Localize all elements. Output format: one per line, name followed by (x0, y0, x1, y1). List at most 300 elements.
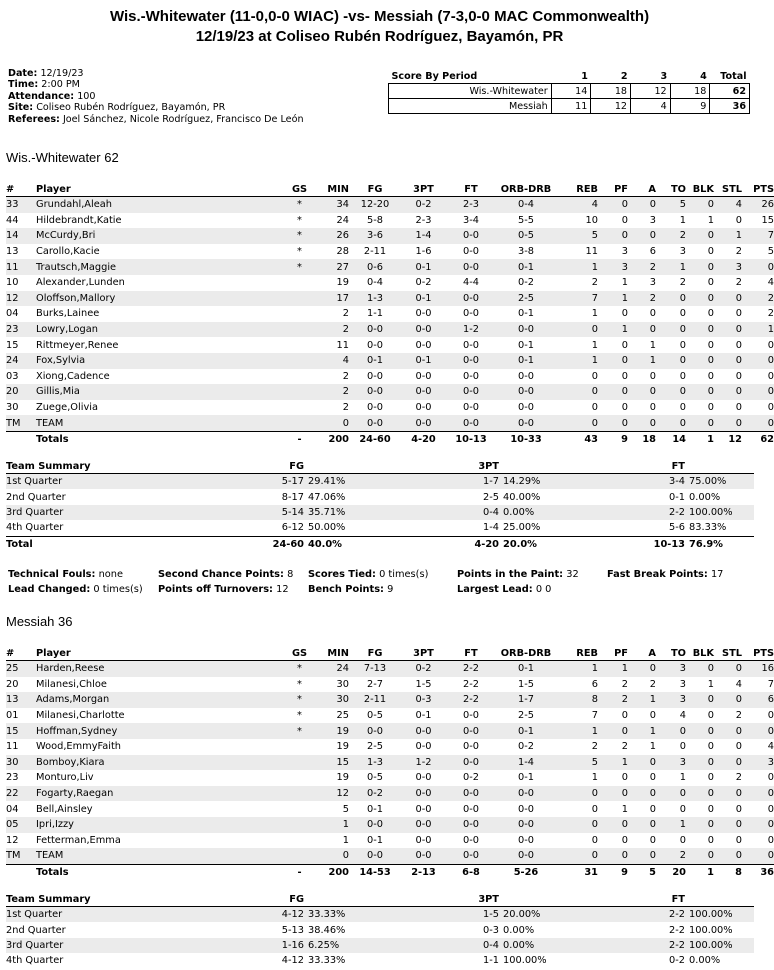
cell-blk: 0 (707, 402, 714, 414)
cell-reb: 10 (585, 214, 598, 226)
col-header-ft: FT (446, 647, 496, 661)
cell-player: Alexander,Lunden (36, 277, 125, 289)
summary-fg-pct: 29.41% (304, 474, 439, 490)
cell-jersey: TM (6, 415, 36, 431)
cell-blk: 0 (686, 291, 714, 307)
cell-jersey: 15 (6, 339, 19, 351)
cell-gs (282, 400, 317, 416)
cell-player: Zuege,Olivia (36, 402, 98, 414)
cell-a: 2 (628, 259, 656, 275)
cell-fg: 2-5 (366, 741, 383, 753)
sbp-header-total: Total (710, 69, 750, 84)
cell-min: 17 (317, 291, 349, 307)
cell-player: Oloffson,Mallory (36, 291, 282, 307)
col-header-orb-drb: ORB-DRB (496, 183, 556, 197)
summary-fg-pct: 6.25% (304, 938, 439, 953)
cell-stl: 0 (735, 834, 742, 846)
cell-jersey: 44 (6, 214, 19, 226)
cell-a: 0 (649, 772, 656, 784)
summary-ft-pct: 100.00% (685, 505, 754, 520)
cell-stl: 0 (714, 661, 742, 677)
cell-pts: 16 (742, 661, 774, 677)
cell-gs (282, 786, 317, 802)
game-info-line (8, 68, 304, 79)
cell-stl: 0 (714, 415, 742, 431)
cell-jersey: 33 (6, 197, 36, 213)
cell-reb: 7 (556, 291, 598, 307)
cell-gs: * (282, 197, 317, 213)
cell-a: 0 (649, 308, 656, 320)
points-off-turnovers: Points off Turnovers: 12 (158, 584, 289, 595)
cell-jersey: 14 (6, 228, 36, 244)
summary-row (6, 474, 754, 490)
cell-reb: 1 (556, 661, 598, 677)
cell-jersey: 15 (6, 723, 36, 739)
player-row (6, 322, 774, 338)
cell-pf: 1 (598, 661, 628, 677)
cell-pf: 2 (598, 692, 628, 708)
cell-pts: 0 (767, 402, 774, 414)
cell-min: 26 (317, 228, 349, 244)
summary-fg-pct: 50.00% (308, 522, 346, 534)
cell-a: 0 (628, 817, 656, 833)
cell-pf: 0 (621, 308, 628, 320)
game-info-line (8, 114, 304, 125)
summary-total-period: Total (6, 536, 236, 552)
cell-pf: 1 (621, 277, 628, 289)
cell-fg: 0-1 (366, 834, 383, 846)
total-player: Totals (36, 431, 282, 447)
cell-pf: 0 (598, 197, 628, 213)
cell-ft: 0-0 (462, 402, 479, 414)
cell-player: Milanesi,Chloe (36, 678, 107, 690)
cell-orb-drb: 0-0 (496, 786, 556, 802)
summary-fg-made: 5-17 (236, 474, 304, 490)
summary-header-row (6, 460, 754, 474)
summary-header-row (6, 893, 754, 907)
cell-stl: 0 (735, 402, 742, 414)
cell-min: 19 (317, 723, 349, 739)
summary-ft-made: 0-2 (668, 955, 685, 967)
cell-blk: 0 (707, 277, 714, 289)
cell-pf: 1 (598, 322, 628, 338)
game-info-value: 2:00 PM (41, 79, 80, 91)
cell-ft: 0-0 (462, 246, 479, 258)
col-header-gs: GS (282, 183, 317, 197)
summary-ft-made: 2-2 (668, 924, 685, 936)
summary-ft-pct: 0.00% (689, 955, 721, 967)
summary-row (6, 505, 754, 520)
cell-player: Milanesi,Charlotte (36, 710, 125, 722)
cell-jersey: 30 (6, 402, 19, 414)
cell-fg: 7-13 (349, 661, 401, 677)
total-player: Totals (36, 864, 282, 880)
cell-blk: 0 (707, 339, 714, 351)
col-header-a: A (628, 647, 656, 661)
summary-fg-pct: 38.46% (308, 924, 346, 936)
summary-fg-pct: 33.33% (308, 955, 346, 967)
cell-fg: 0-0 (349, 384, 401, 400)
cell-stl: 2 (735, 277, 742, 289)
cell-a: 1 (649, 339, 656, 351)
cell-gs (282, 415, 317, 431)
cell-ft: 0-0 (446, 228, 496, 244)
summary-ft-pct: 100.00% (689, 924, 733, 936)
cell-a: 0 (628, 322, 656, 338)
sbp-score: 18 (591, 84, 631, 99)
cell-to: 0 (656, 384, 686, 400)
cell-a: 0 (628, 848, 656, 864)
cell-min: 0 (317, 848, 349, 864)
cell-a: 0 (628, 384, 656, 400)
cell-pts: 3 (742, 755, 774, 771)
cell-to: 4 (679, 710, 686, 722)
cell-3pt: 1-5 (415, 678, 432, 690)
total-jersey (6, 431, 36, 447)
cell-pts: 6 (742, 692, 774, 708)
player-row (6, 384, 774, 400)
cell-jersey: 05 (6, 817, 36, 833)
cell-to: 0 (679, 308, 686, 320)
cell-orb-drb: 1-7 (496, 692, 556, 708)
col-header-ft: FT (446, 183, 496, 197)
cell-reb: 0 (556, 415, 598, 431)
cell-a: 0 (649, 834, 656, 846)
cell-player: Fogarty,Raegan (36, 786, 282, 802)
cell-ft: 0-0 (462, 370, 479, 382)
cell-pf: 1 (598, 291, 628, 307)
cell-a: 6 (649, 246, 656, 258)
cell-player: Monturo,Liv (36, 772, 94, 784)
cell-3pt: 0-0 (415, 834, 432, 846)
cell-a: 0 (649, 370, 656, 382)
sbp-score: 9 (670, 99, 710, 114)
cell-stl: 3 (714, 259, 742, 275)
cell-orb-drb: 0-5 (496, 228, 556, 244)
total-pf: 9 (598, 864, 628, 880)
summary-header-ft: FT (625, 893, 685, 907)
cell-stl: 0 (735, 308, 742, 320)
cell-pf: 0 (598, 723, 628, 739)
cell-to: 3 (679, 246, 686, 258)
cell-ft: 0-0 (446, 786, 496, 802)
total-orb-drb: 10-33 (496, 431, 556, 447)
cell-3pt: 0-0 (415, 772, 432, 784)
cell-reb: 0 (591, 402, 598, 414)
cell-player: Grundahl,Aleah (36, 197, 282, 213)
cell-jersey: 10 (6, 277, 19, 289)
total-min: 200 (317, 431, 349, 447)
col-header-reb: REB (556, 183, 598, 197)
cell-3pt: 0-0 (415, 803, 432, 815)
cell-fg: 1-1 (366, 308, 383, 320)
cell-orb-drb: 0-0 (517, 402, 534, 414)
cell-jersey: 13 (6, 246, 19, 258)
total-stl: 8 (714, 864, 742, 880)
cell-stl: 0 (735, 339, 742, 351)
cell-pts: 15 (761, 214, 774, 226)
team2-title: Messiah 36 (6, 614, 73, 629)
cell-fg: 0-0 (366, 370, 383, 382)
cell-min: 2 (342, 308, 349, 320)
cell-to: 0 (679, 803, 686, 815)
cell-player: Carollo,Kacie (36, 246, 100, 258)
cell-3pt: 1-4 (401, 228, 446, 244)
cell-a: 1 (628, 723, 656, 739)
cell-a: 3 (649, 214, 656, 226)
bench-points: Bench Points: 9 (308, 584, 394, 595)
cell-ft: 2-2 (462, 678, 479, 690)
game-info-value: Coliseo Rubén Rodríguez, Bayamón, PR (36, 102, 226, 114)
game-info-label: Time: (8, 79, 39, 91)
total-gs: - (282, 431, 317, 447)
cell-a: 0 (649, 710, 656, 722)
technical-fouls: Technical Fouls: none (8, 569, 124, 580)
cell-ft: 0-0 (462, 710, 479, 722)
game-info-label: Referees: (8, 113, 60, 125)
col-header-3pt: 3PT (401, 647, 446, 661)
cell-orb-drb: 0-4 (496, 197, 556, 213)
cell-a: 2 (649, 678, 656, 690)
cell-ft: 0-0 (462, 834, 479, 846)
sbp-total: 36 (710, 99, 750, 114)
cell-min: 24 (317, 661, 349, 677)
summary-period: 4th Quarter (6, 522, 64, 534)
player-row (6, 708, 774, 724)
cell-reb: 0 (556, 384, 598, 400)
cell-min: 2 (342, 370, 349, 382)
cell-blk: 0 (686, 786, 714, 802)
cell-fg: 2-11 (363, 246, 387, 258)
cell-3pt: 0-0 (415, 741, 432, 753)
cell-fg: 0-5 (366, 772, 383, 784)
team2-box-score (6, 647, 774, 880)
cell-reb: 1 (591, 772, 598, 784)
cell-fg: 0-0 (349, 723, 401, 739)
summary-3pt-pct: 40.00% (503, 491, 541, 503)
largest-lead: Largest Lead: 0 0 (457, 584, 552, 595)
cell-3pt: 1-2 (401, 755, 446, 771)
cell-orb-drb: 5-5 (517, 214, 534, 226)
cell-stl: 0 (714, 692, 742, 708)
col-header-gs: GS (282, 647, 317, 661)
cell-reb: 0 (556, 817, 598, 833)
cell-pf: 1 (598, 755, 628, 771)
summary-row (6, 953, 754, 968)
cell-ft: 0-0 (446, 291, 496, 307)
scores-tied: Scores Tied: 0 times(s) (308, 569, 429, 580)
summary-ft-made: 2-2 (625, 938, 685, 953)
col-header-pf: PF (598, 183, 628, 197)
cell-pts: 0 (742, 259, 774, 275)
cell-player: Harden,Reese (36, 661, 282, 677)
cell-fg: 1-3 (349, 291, 401, 307)
summary-period: 3rd Quarter (6, 938, 236, 953)
total-fg: 14-53 (349, 864, 401, 880)
cell-gs (282, 291, 317, 307)
cell-blk: 0 (686, 661, 714, 677)
cell-a: 2 (628, 291, 656, 307)
cell-to: 0 (679, 370, 686, 382)
summary-header-3pt: 3PT (439, 893, 499, 907)
player-row (6, 228, 774, 244)
cell-3pt: 0-0 (415, 308, 432, 320)
cell-pf: 0 (598, 353, 628, 369)
cell-3pt: 0-0 (415, 370, 432, 382)
summary-total-3pt-made: 4-20 (439, 536, 499, 552)
col-header-stl: STL (714, 647, 742, 661)
cell-min: 34 (317, 197, 349, 213)
game-info-line (8, 79, 304, 90)
cell-pts: 0 (767, 710, 774, 722)
cell-3pt: 2-3 (415, 214, 432, 226)
col-header-player: Player (36, 647, 282, 661)
cell-blk: 0 (686, 723, 714, 739)
game-info-value: 100 (77, 90, 96, 102)
summary-header-spacer (304, 460, 439, 474)
cell-to: 1 (656, 817, 686, 833)
summary-3pt-made: 2-5 (482, 491, 499, 503)
cell-gs: * (282, 723, 317, 739)
cell-stl: 0 (714, 817, 742, 833)
cell-gs (282, 306, 317, 322)
cell-player: TEAM (36, 415, 282, 431)
cell-blk: 0 (686, 415, 714, 431)
cell-blk: 0 (707, 741, 714, 753)
summary-total-row (6, 536, 754, 552)
cell-orb-drb: 0-0 (496, 848, 556, 864)
cell-ft: 0-0 (446, 384, 496, 400)
cell-gs (282, 337, 317, 353)
player-row (6, 739, 774, 755)
cell-3pt: 0-0 (401, 723, 446, 739)
summary-fg-made: 6-12 (281, 522, 304, 534)
cell-ft: 2-2 (446, 692, 496, 708)
summary-3pt-pct: 100.00% (503, 955, 547, 967)
cell-stl: 0 (714, 786, 742, 802)
cell-ft: 0-0 (446, 755, 496, 771)
cell-to: 3 (656, 755, 686, 771)
cell-player: Gillis,Mia (36, 384, 282, 400)
cell-fg: 2-7 (366, 678, 383, 690)
player-row (6, 259, 774, 275)
game-info-label: Date: (8, 68, 38, 79)
cell-to: 2 (656, 228, 686, 244)
player-row (6, 415, 774, 431)
cell-min: 27 (317, 259, 349, 275)
cell-fg: 0-5 (366, 710, 383, 722)
cell-3pt: 0-2 (415, 277, 432, 289)
summary-ft-made: 5-6 (668, 522, 685, 534)
player-row (6, 197, 774, 213)
score-by-period-table (388, 69, 750, 114)
player-row (6, 786, 774, 802)
cell-to: 0 (656, 322, 686, 338)
summary-ft-pct: 100.00% (685, 907, 754, 923)
summary-row (6, 489, 754, 504)
cell-pts: 0 (767, 772, 774, 784)
player-row (6, 291, 774, 307)
cell-gs: * (282, 228, 317, 244)
cell-fg: 0-0 (349, 322, 401, 338)
cell-jersey: TM (6, 848, 36, 864)
cell-reb: 1 (591, 308, 598, 320)
cell-jersey: 01 (6, 710, 19, 722)
cell-pts: 0 (742, 817, 774, 833)
cell-stl: 0 (714, 755, 742, 771)
cell-min: 12 (317, 786, 349, 802)
summary-header-label: Team Summary (6, 460, 236, 474)
cell-fg: 0-0 (366, 339, 383, 351)
cell-a: 1 (628, 353, 656, 369)
cell-gs (282, 275, 317, 291)
sbp-total: 62 (710, 84, 750, 99)
cell-a: 0 (628, 415, 656, 431)
cell-orb-drb: 0-1 (496, 723, 556, 739)
col-header-fg: FG (349, 647, 401, 661)
cell-ft: 0-0 (446, 353, 496, 369)
total-pf: 9 (598, 431, 628, 447)
cell-jersey: 20 (6, 678, 19, 690)
player-row (6, 337, 774, 353)
cell-to: 5 (656, 197, 686, 213)
summary-3pt-pct: 0.00% (503, 924, 535, 936)
cell-gs (282, 770, 317, 786)
sbp-team: Wis.-Whitewater (389, 84, 552, 99)
cell-player: Xiong,Cadence (36, 370, 110, 382)
total-pts: 36 (742, 864, 774, 880)
summary-fg-made: 5-13 (281, 924, 304, 936)
cell-3pt: 0-2 (401, 197, 446, 213)
cell-ft: 2-3 (446, 197, 496, 213)
cell-orb-drb: 0-1 (517, 772, 534, 784)
summary-fg-made: 8-17 (281, 491, 304, 503)
cell-stl: 0 (714, 848, 742, 864)
summary-header-spacer (685, 460, 754, 474)
cell-gs: * (282, 692, 317, 708)
cell-to: 2 (656, 848, 686, 864)
cell-orb-drb: 0-0 (496, 384, 556, 400)
cell-reb: 1 (591, 339, 598, 351)
cell-player: Ipri,Izzy (36, 817, 282, 833)
cell-to: 3 (656, 692, 686, 708)
cell-min: 4 (317, 353, 349, 369)
cell-ft: 0-0 (462, 308, 479, 320)
cell-pts: 0 (742, 415, 774, 431)
summary-header-label: Team Summary (6, 893, 236, 907)
cell-reb: 0 (591, 834, 598, 846)
cell-gs: * (297, 214, 302, 226)
cell-reb: 2 (591, 277, 598, 289)
cell-reb: 11 (585, 246, 598, 258)
cell-3pt: 0-1 (401, 259, 446, 275)
cell-player: Lowry,Logan (36, 322, 282, 338)
cell-to: 0 (679, 402, 686, 414)
cell-blk: 0 (686, 353, 714, 369)
cell-orb-drb: 0-0 (517, 370, 534, 382)
cell-to: 0 (656, 415, 686, 431)
summary-total-fg-made: 24-60 (236, 536, 304, 552)
cell-min: 25 (336, 710, 349, 722)
cell-to: 0 (656, 291, 686, 307)
summary-header-ft: FT (625, 460, 685, 474)
cell-gs: * (282, 259, 317, 275)
cell-player: Fox,Sylvia (36, 353, 282, 369)
sbp-row-home (389, 84, 750, 99)
cell-reb: 7 (591, 710, 598, 722)
cell-to: 1 (679, 214, 686, 226)
cell-min: 24 (336, 214, 349, 226)
